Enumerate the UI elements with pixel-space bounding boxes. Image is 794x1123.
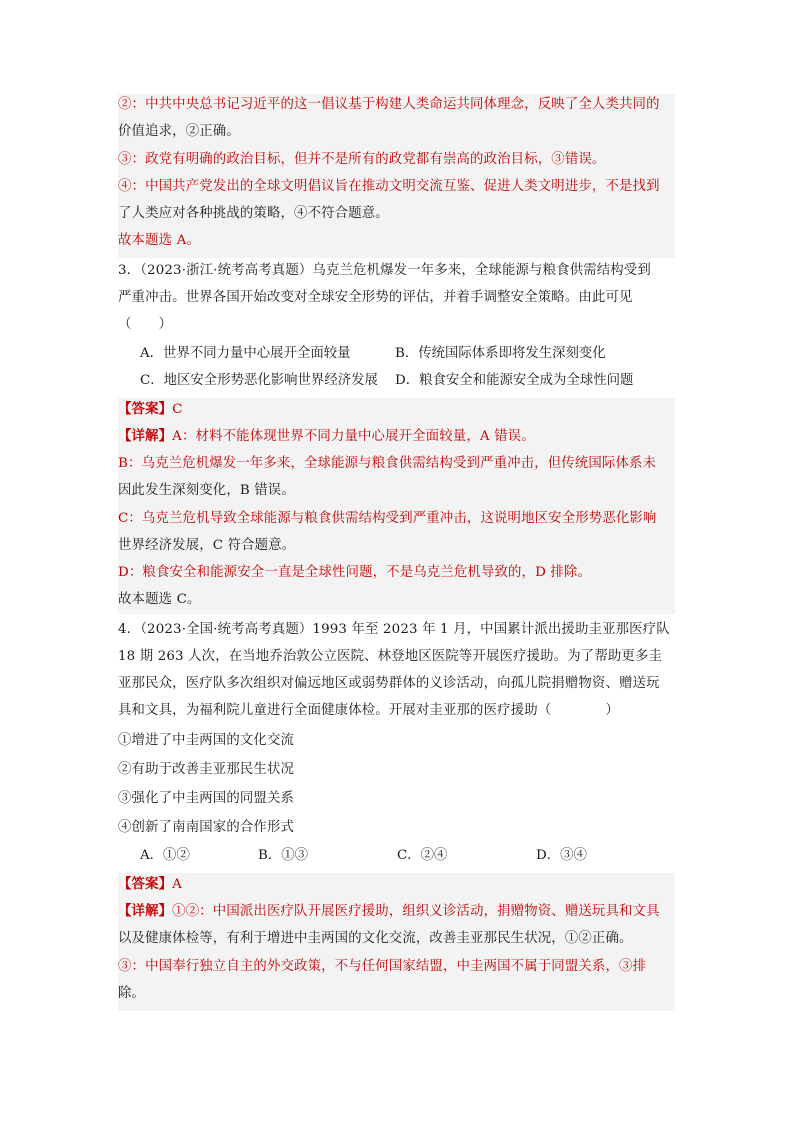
- q4-option-b: B．①③: [258, 848, 309, 863]
- q2-conclusion: 故本题选 A。: [118, 233, 200, 248]
- q3-option-c: C．地区安全形势恶化影响世界经济发展: [140, 373, 378, 388]
- q4-item: ④创新了南南国家的合作形式: [118, 820, 295, 835]
- q3-detail-line: 【详解】A：材料不能体现世界不同力量中心展开全面较量，A 错误。: [118, 428, 535, 444]
- q4-detail-line: 除。: [118, 986, 146, 1001]
- q4-item: ①增进了中圭两国的文化交流: [118, 733, 295, 748]
- q4-stem-line: 4．（2023·全国·统考高考真题）1993 年至 2023 年 1 月，中国累计派出援助圭亚那医疗队: [118, 622, 670, 637]
- q2-explanation-line: ④：中国共产党发出的全球文明倡议旨在推动文明交流互鉴、促进人类文明进步，不是找到: [118, 179, 660, 194]
- answer-value: C: [172, 402, 183, 417]
- q3-stem-line: 3．（2023·浙江·统考高考真题）乌克兰危机爆发一年多来，全球能源与粮食供需结构受到: [118, 263, 651, 278]
- q3-option-d: D．粮食安全和能源安全成为全球性问题: [395, 373, 634, 388]
- q2-explanation-line: 价值追求，②正确。: [118, 124, 240, 139]
- q3-option-a: A．世界不同力量中心展开全面较量: [140, 346, 351, 361]
- q3-stem-line: 严重冲击。世界各国开始改变对全球安全形势的评估，并着手调整安全策略。由此可见: [118, 290, 633, 305]
- q4-option-d: D．③④: [536, 848, 587, 863]
- q4-item: ③强化了中圭两国的同盟关系: [118, 791, 295, 806]
- q4-option-a: A．①②: [140, 848, 190, 863]
- q4-item: ②有助于改善圭亚那民生状况: [118, 762, 295, 777]
- q4-stem-line: 18 期 263 人次，在当地乔治敦公立医院、林登地区医院等开展医疗援助。为了帮助更多圭: [118, 649, 663, 664]
- q4-option-c: C．②④: [397, 848, 448, 863]
- q3-conclusion: 故本题选 C。: [118, 592, 201, 607]
- answer-value: A: [172, 877, 182, 892]
- q3-detail-line: C：乌克兰危机导致全球能源与粮食供需结构受到严重冲击，这说明地区安全形势恶化影响: [118, 511, 657, 526]
- answer-tag: 【答案】: [118, 876, 173, 892]
- q2-explanation-line: ③：政党有明确的政治目标，但并不是所有的政党都有崇高的政治目标，③错误。: [118, 152, 606, 167]
- q2-explanation-line: 了人类应对各种挑战的策略，④不符合题意。: [118, 206, 389, 221]
- q3-option-b: B．传统国际体系即将发生深刻变化: [395, 346, 606, 361]
- q4-stem-line: 亚那民众，医疗队多次组织对偏远地区或弱势群体的义诊活动，向孤儿院捐赠物资、赠送玩: [118, 676, 660, 691]
- q2-explanation-line: ②：中共中央总书记习近平的这一倡议基于构建人类命运共同体理念，反映了全人类共同的: [118, 97, 660, 112]
- answer-tag: 【答案】: [118, 401, 173, 417]
- detail-tag: 【详解】: [118, 903, 173, 919]
- q4-detail-line: 以及健康体检等，有利于增进中圭两国的文化交流，改善圭亚那民生状况，①②正确。: [118, 931, 633, 946]
- q3-stem-line: （ ）: [118, 317, 173, 332]
- q3-detail-line: D：粮食安全和能源安全一直是全球性问题，不是乌克兰危机导致的，D 排除。: [118, 565, 592, 580]
- q3-detail-line: 因此发生深刻变化，B 错误。: [118, 483, 295, 498]
- q4-answer: [118, 874, 678, 895]
- q3-detail-line: B：乌克兰危机爆发一年多来，全球能源与粮食供需结构受到严重冲击，但传统国际体系未: [118, 456, 657, 471]
- q4-detail-line: 【详解】①②：中国派出医疗队开展医疗援助，组织义诊活动，捐赠物资、赠送玩具和文具: [118, 903, 660, 919]
- q4-stem-line: 具和文具，为福利院儿童进行全面健康体检。开展对圭亚那的医疗援助（ ）: [118, 703, 620, 718]
- q3-detail-line: 世界经济发展，C 符合题意。: [118, 538, 296, 553]
- q4-detail-line: ③：中国奉行独立自主的外交政策，不与任何国家结盟，中圭两国不属于同盟关系，③排: [118, 959, 647, 974]
- detail-tag: 【详解】: [118, 428, 173, 444]
- q3-answer: [118, 399, 678, 420]
